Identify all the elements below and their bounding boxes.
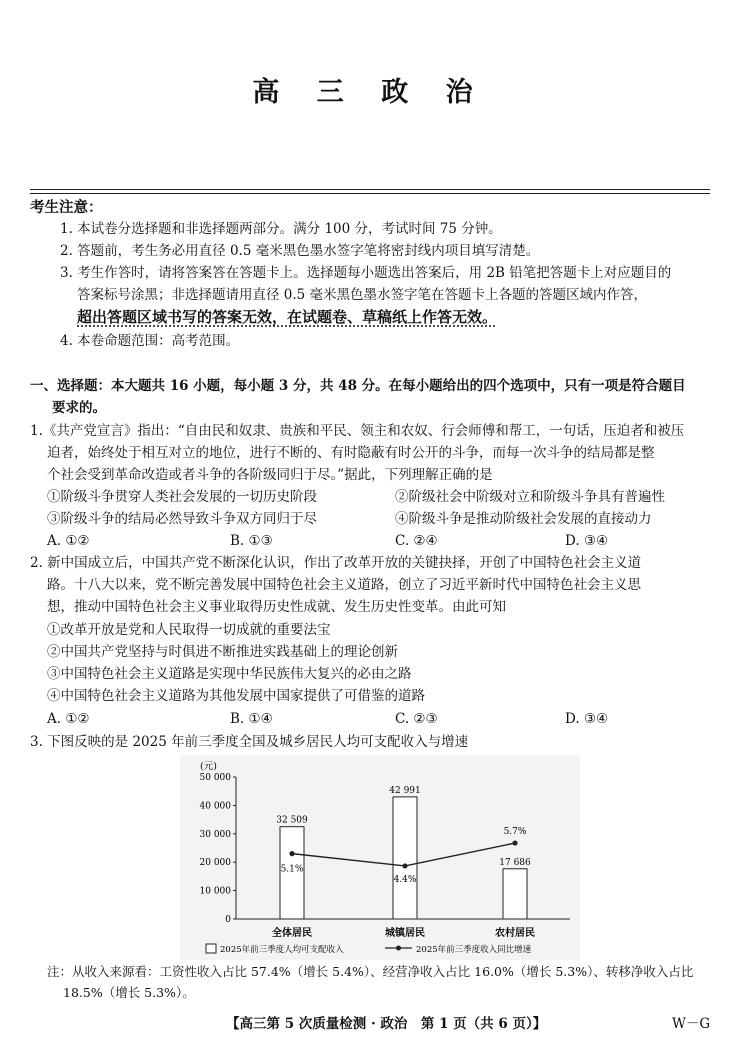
q1-choice-c: C. ②④ xyxy=(395,533,438,549)
notice-item-2: 2. 答题前，考生务必用直径 0.5 毫米黑色墨水签字笔将密封线内项目填写清楚。 xyxy=(60,243,540,259)
y-tick-label: 30 000 xyxy=(199,829,231,840)
q2-option-4: ④中国特色社会主义道路为其他发展中国家提供了可借鉴的道路 xyxy=(47,688,425,704)
y-tick-label: 10 000 xyxy=(199,886,231,897)
y-tick-label: 40 000 xyxy=(199,801,231,812)
notice-item-3-cont: 答案标号涂黑；非选择题请用直径 0.5 毫米黑色墨水签字笔在答题卡上各题的答题区域内作答， xyxy=(77,287,648,303)
legend-bar-label: 2025年前三季度人均可支配收入 xyxy=(220,945,344,955)
header-rule-thick xyxy=(30,189,710,190)
q1-stem-line-2: 迫者，始终处于相互对立的地位，进行不断的、有时隐蔽有时公开的斗争，而每一次斗争的结局都是整 xyxy=(47,445,655,461)
chart-legend xyxy=(206,944,532,955)
q1-choice-d: D. ③④ xyxy=(565,533,609,549)
paper-code: W－G xyxy=(672,1016,711,1032)
y-axis-unit: (元) xyxy=(200,761,217,772)
growth-point xyxy=(512,840,517,845)
legend-line-label: 2025年前三季度收入同比增速 xyxy=(416,945,532,955)
q1-choice-b: B. ①③ xyxy=(230,533,273,549)
q3-stem: 3. 下图反映的是 2025 年前三季度全国及城乡居民人均可支配收入与增速 xyxy=(30,734,469,750)
q1-option-4: ④阶级斗争是推动阶级社会发展的直接动力 xyxy=(395,511,652,527)
y-tick-label: 50 000 xyxy=(199,773,231,783)
notice-warning: 超出答题区域书写的答案无效，在试题卷、草稿纸上作答无效。 xyxy=(77,308,498,326)
income-bar xyxy=(393,797,417,919)
q2-choice-b: B. ①④ xyxy=(230,711,273,727)
notice-item-4: 4. 本卷命题范围：高考范围。 xyxy=(60,333,240,349)
q2-option-2: ②中国共产党坚持与时俱进不断推进实践基础上的理论创新 xyxy=(47,644,398,660)
notice-item-3: 3. 考生作答时，请将答案答在答题卡上。选择题每小题选出答案后，用 2B 铅笔把答题卡上对应题目的 xyxy=(60,265,672,281)
legend-line-marker xyxy=(396,946,401,951)
q2-option-3: ③中国特色社会主义道路是实现中华民族伟大复兴的必由之路 xyxy=(47,666,412,682)
growth-label: 4.4% xyxy=(393,874,417,885)
q2-choice-d: D. ③④ xyxy=(565,711,609,727)
x-tick-label: 农村居民 xyxy=(495,928,535,939)
q1-choice-a: A. ①② xyxy=(47,533,90,549)
q1-stem-line-1: 1.《共产党宣言》指出：“自由民和奴隶、贵族和平民、领主和农奴、行会师傅和帮工，一句话，压迫者和被压 xyxy=(30,423,685,439)
q2-stem-line-1: 2. 新中国成立后，中国共产党不断深化认识，作出了改革开放的关键抉择，开创了中国特色社会主义道 xyxy=(30,555,642,571)
income-bar-label: 17 686 xyxy=(499,857,531,868)
notice-item-1: 1. 本试卷分选择题和非选择题两部分。满分 100 分，考试时间 75 分钟。 xyxy=(60,221,502,237)
notice-heading: 考生注意： xyxy=(30,199,103,216)
legend-bar-swatch xyxy=(206,944,216,953)
section-header: 一、选择题：本大题共 16 小题，每小题 3 分，共 48 分。在每小题给出的四个选项中，只有一项是符合题目 xyxy=(30,378,686,394)
chart-note-line-2: 18.5%（增长 5.3%）。 xyxy=(63,985,195,1000)
income-bar xyxy=(503,869,527,919)
header-rule-thin xyxy=(30,193,710,194)
income-chart xyxy=(180,755,580,960)
income-bar-label: 32 509 xyxy=(276,815,308,826)
growth-label: 5.1% xyxy=(280,864,304,875)
x-tick-label: 全体居民 xyxy=(272,928,312,939)
chart-note-line-1: 注：从收入来源看：工资性收入占比 57.4%（增长 5.4%）、经营净收入占比 16.0%（增长 5.3%）、转移净收入占比 xyxy=(47,964,694,979)
q1-option-2: ②阶级社会中阶级对立和阶级斗争具有普遍性 xyxy=(395,489,665,505)
growth-point xyxy=(289,851,294,856)
q2-stem-line-2: 路。十八大以来，党不断完善发展中国特色社会主义道路，创立了习近平新时代中国特色社会主义思 xyxy=(47,577,641,593)
page-footer: 【高三第 5 次质量检测 · 政治 第 1 页（共 6 页）】 xyxy=(226,1016,547,1032)
page-title: 高 三 政 治 xyxy=(252,77,487,108)
q1-stem-line-3: 个社会受到革命改造或者斗争的各阶级同归于尽。”据此，下列理解正确的是 xyxy=(47,467,493,483)
section-header-cont: 要求的。 xyxy=(52,400,106,416)
growth-point xyxy=(402,863,407,868)
q2-choice-a: A. ①② xyxy=(47,711,90,727)
q2-choice-c: C. ②③ xyxy=(395,711,438,727)
income-bar-label: 42 991 xyxy=(389,785,421,796)
x-tick-label: 城镇居民 xyxy=(385,928,425,939)
y-tick-label: 0 xyxy=(225,915,231,925)
q1-option-1: ①阶级斗争贯穿人类社会发展的一切历史阶段 xyxy=(47,489,317,505)
q1-option-3: ③阶级斗争的结局必然导致斗争双方同归于尽 xyxy=(47,511,317,527)
q2-option-1: ①改革开放是党和人民取得一切成就的重要法宝 xyxy=(47,622,331,638)
q2-stem-line-3: 想，推动中国特色社会主义事业取得历史性成就、发生历史性变革。由此可知 xyxy=(47,599,506,615)
y-tick-label: 20 000 xyxy=(199,858,231,869)
growth-label: 5.7% xyxy=(503,827,527,838)
